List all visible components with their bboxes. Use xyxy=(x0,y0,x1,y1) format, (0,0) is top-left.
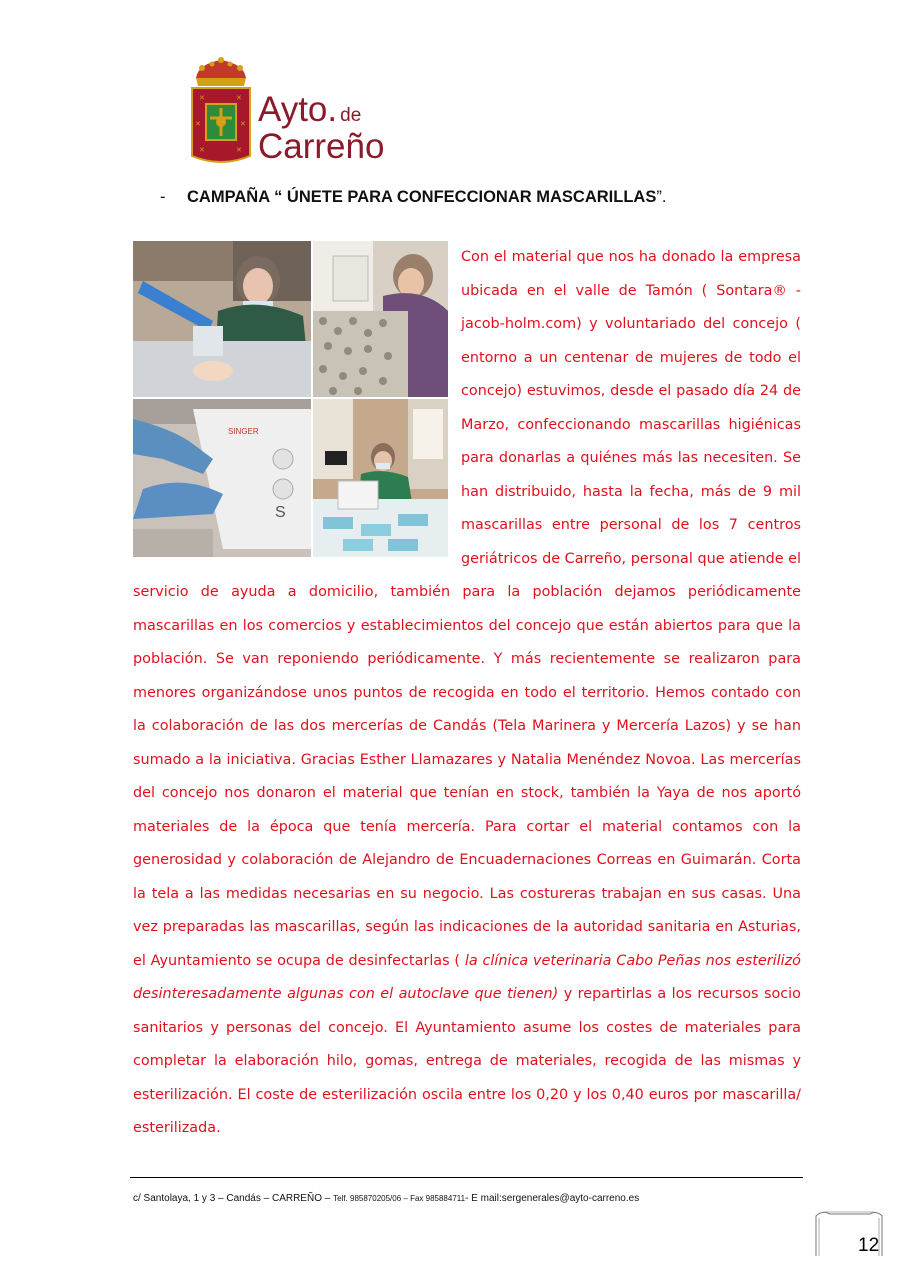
bullet-dash: - xyxy=(160,188,166,206)
campaign-title: CAMPAÑA “ ÚNETE PARA CONFECCIONAR MASCARILLAS xyxy=(187,188,657,206)
logo-ayto: Ayto. xyxy=(258,90,338,129)
article-text-part2: y repartirlas a los recursos socio sanitarios y personas del concejo. El Ayuntamiento asume los costes de materiales para completar la elaboración hilo, gomas, entrega de materiales, recogida de las mismas y esterilización. El coste de esterilización oscila entre los 0,20 y los 0,40 euros por mascarilla/ esterilizada. xyxy=(133,986,801,1136)
photo-spacer xyxy=(133,241,461,561)
logo-wordmark xyxy=(258,92,384,164)
svg-text:✕: ✕ xyxy=(195,120,201,128)
footer xyxy=(133,1193,639,1204)
svg-text:SINGER: SINGER xyxy=(228,427,259,436)
footer-email: - E mail:sergenerales@ayto-carreno.es xyxy=(465,1193,640,1204)
article-body xyxy=(133,241,801,1146)
coat-of-arms-icon xyxy=(190,56,252,168)
svg-text:S: S xyxy=(275,504,286,521)
footer-rule xyxy=(130,1177,803,1178)
section-heading xyxy=(160,188,666,207)
logo-carreno: Carreño xyxy=(258,127,385,166)
campaign-title-suffix: ”. xyxy=(656,188,667,206)
article-text-part1: Con el material que nos ha donado la empresa ubicada en el valle de Tamón ( Sontara® - jacob-holm.com) y voluntariado del concejo ( entorno a un centenar de mujeres de todo el concejo) estuvimos, desde el pasado día 24 de Marzo, confeccionando mascarillas higiénicas para donarlas a quiénes más las necesiten. Se han distribuido, hasta la fecha, más de 9 mil mascarillas entre personal de los 7 centros geriátricos de Carreño, personal que atiende el servicio de ayuda a domicilio, también para la población dejamos periódicamente mascarillas en los comercios y establecimientos del concejo que están abiertos para que la población. Se van reponiendo periódicamente. Y más recientemente se realizaron para menores organizándose unos puntos de recogida en todo el territorio. Hemos contado con la colaboración de las dos mercerías de Candás (Tela Marinera y Mercería Lazos) y se han sumado a la iniciativa. Gracias Esther Llamazares y Natalia Menéndez Novoa. Las mercerías del concejo nos donaron el material que tenían en stock, también la Yaya de nos aportó materiales de la época que tenía mercería. Para cortar el material contamos con la generosidad y colaboración de Alejandro de Encuadernaciones Correas en Guimarán. Corta la tela a las medidas necesarias en su negocio. Las costureras trabajan en sus casas. Una vez preparadas las mascarillas, según las indicaciones de la autoridad sanitaria en Asturias, el Ayuntamiento se ocupa de desinfectarlas ( xyxy=(133,249,801,969)
municipal-logo xyxy=(190,56,390,168)
svg-text:✕: ✕ xyxy=(236,146,242,154)
svg-text:✕: ✕ xyxy=(199,146,205,154)
logo-de: de xyxy=(340,105,362,126)
article-text-italic: la clínica veterinaria Cabo Peñas nos esterilizó desinteresadamente algunas con el autoclave que tienen) xyxy=(133,952,801,1002)
svg-text:✕: ✕ xyxy=(240,120,246,128)
footer-phones: Telf. 985870205/06 – Fax 985884711 xyxy=(333,1194,466,1203)
svg-text:✕: ✕ xyxy=(199,94,205,102)
svg-text:✕: ✕ xyxy=(236,94,242,102)
page-number: 12 xyxy=(858,1235,880,1256)
footer-address: c/ Santolaya, 1 y 3 – Candás – CARREÑO – xyxy=(133,1193,334,1204)
